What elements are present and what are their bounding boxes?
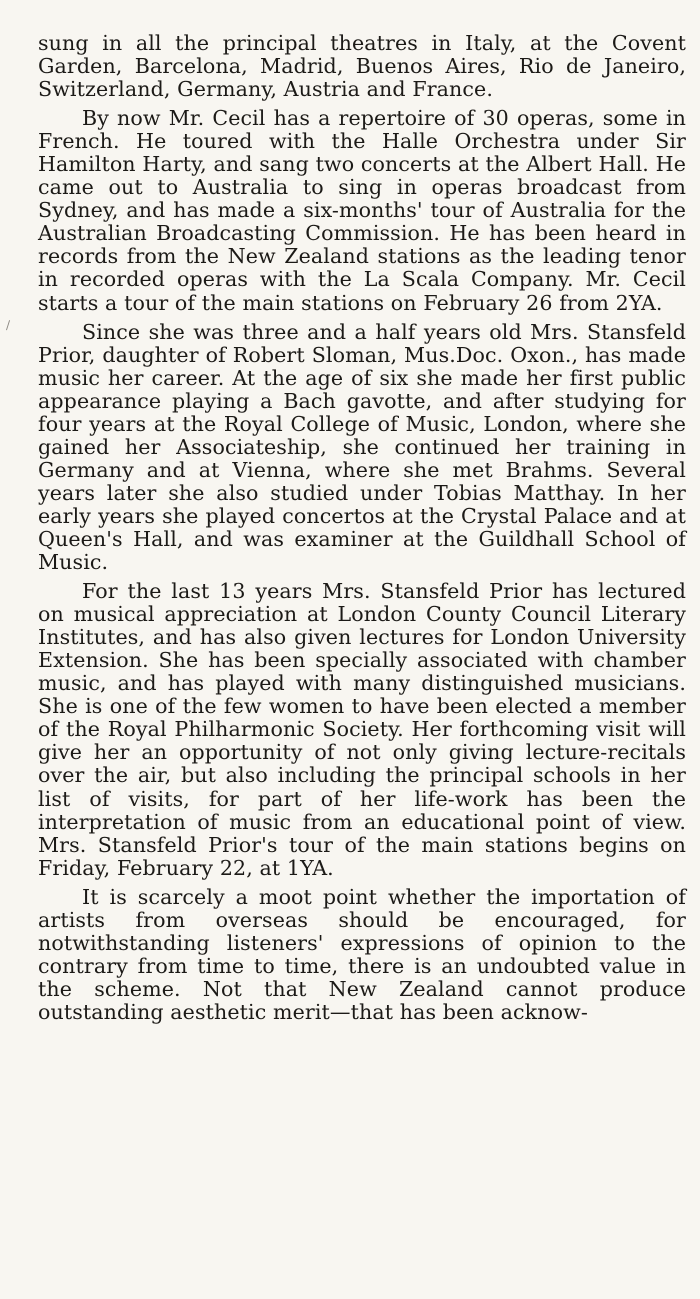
paragraph-continuation: sung in all the principal theatres in Italy, at the Covent Garden, Barcelona, Madrid, Buenos Aires, Rio de Janeiro, Switzerland, Germany, Austria and France. (38, 31, 686, 102)
paragraph-stansfeld-prior-career: Since she was three and a half years old Mrs. Stansfeld Prior, daughter of Robert Sloman, Mus.Doc. Oxon., has made music her career. At the age of six she made her first public appearance playing a Bach gavotte, and after studying for four years at the Royal College of Music, London, where she gained her Associateship, she continued her training in Germany and at Vienna, where she met Brahms. Several years later she also studied under Tobias Matthay. In her early years she played concertos at the Crystal Palace and at Queen's Hall, and was examiner at the Guildhall School of Music. (38, 319, 686, 575)
article-column (38, 32, 686, 1030)
paragraph-importation-of-artists: It is scarcely a moot point whether the importation of artists from overseas should be encouraged, for notwithstanding listeners' expressions of opinion to the contrary from time to time, there is an undoubted value in the scheme. Not that New Zealand cannot produce outstanding aesthetic merit—that has been acknow- (38, 884, 686, 1024)
paragraph-stansfeld-prior-lectures: For the last 13 years Mrs. Stansfeld Prior has lectured on musical appreciation at London County Council Literary Institutes, and has also given lectures for London University Extension. She has been specially associated with chamber music, and has played with many distinguished musicians. She is one of the few women to have been elected a member of the Royal Philharmonic Society. Her forthcoming visit will give her an opportunity of not only giving lecture-recitals over the air, but also including the principal schools in her list of visits, for part of her life-work has been the interpretation of music from an educational point of view. Mrs. Stansfeld Prior's tour of the main stations begins on Friday, February 22, at 1YA. (38, 579, 686, 880)
margin-scratch-mark: ∕ (6, 318, 11, 332)
paragraph-cecil-repertoire: By now Mr. Cecil has a repertoire of 30 operas, some in French. He toured with the Halle Orchestra under Sir Hamilton Harty, and sang two concerts at the Albert Hall. He came out to Australia to sing in operas broadcast from Sydney, and has made a six-months' tour of Australia for the Australian Broadcasting Commission. He has been heard in records from the New Zealand stations as the leading tenor in recorded operas with the La Scala Company. Mr. Cecil starts a tour of the main stations on February 26 from 2YA. (38, 106, 686, 315)
